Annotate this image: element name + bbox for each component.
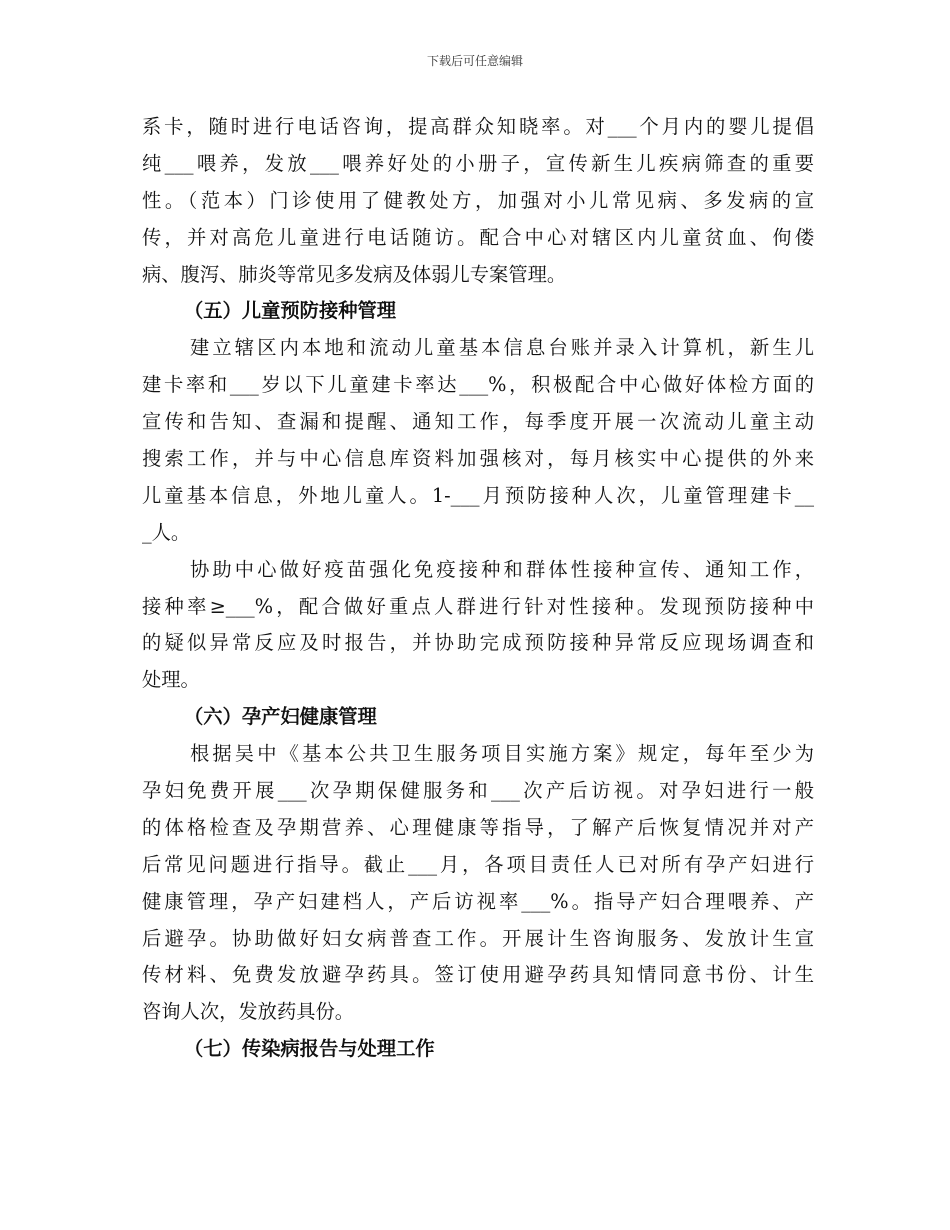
- paragraph-line: 孕妇免费开展___次孕期保健服务和___次产后访视。对孕妇进行一般: [142, 779, 814, 803]
- paragraph-line: 纯___喂养，发放___喂养好处的小册子，宣传新生儿疾病筛查的重要: [142, 151, 814, 175]
- paragraph-line: 宣传和告知、查漏和提醒、通知工作，每季度开展一次流动儿童主动: [142, 410, 814, 434]
- paragraph-line: 的体格检查及孕期营养、心理健康等指导，了解产后恢复情况并对产: [142, 815, 814, 839]
- paragraph-line: 后避孕。协助做好妇女病普查工作。开展计生咨询服务、发放计生宣: [142, 926, 814, 950]
- paragraph-line: 儿童基本信息，外地儿童人。1-___月预防接种人次，儿童管理建卡__: [142, 483, 814, 507]
- paragraph-first-line: 根据吴中《基本公共卫生服务项目实施方案》规定，每年至少为: [190, 742, 814, 766]
- paragraph-line: 处理。: [142, 668, 200, 692]
- paragraph-line: _人。: [142, 520, 191, 544]
- paragraph-first-line: 协助中心做好疫苗强化免疫接种和群体性接种宣传、通知工作，: [190, 557, 814, 581]
- paragraph-line: 传，并对高危儿童进行电话随访。配合中心对辖区内儿童贫血、佝偻: [142, 225, 814, 249]
- paragraph-first-line: 建立辖区内本地和流动儿童基本信息台账并录入计算机，新生儿: [190, 336, 814, 360]
- paragraph-line: 性。（范本）门诊使用了健教处方，加强对小儿常见病、多发病的宣: [142, 188, 814, 212]
- section-heading: （六）孕产妇健康管理: [184, 705, 377, 729]
- paragraph-line: 后常见问题进行指导。截止___月，各项目责任人已对所有孕产妇进行: [142, 852, 814, 876]
- paragraph-line: 搜索工作，并与中心信息库资料加强核对，每月核实中心提供的外来: [142, 447, 814, 471]
- paragraph-line: 的疑似异常反应及时报告，并协助完成预防接种异常反应现场调查和: [142, 631, 814, 655]
- paragraph-line: 传材料、免费发放避孕药具。签订使用避孕药具知情同意书份、计生: [142, 963, 814, 987]
- paragraph-line: 病、腹泻、肺炎等常见多发病及体弱儿专案管理。: [142, 262, 567, 286]
- paragraph-line: 咨询人次，发放药具份。: [142, 1000, 355, 1024]
- document-body: [142, 109, 814, 1068]
- paragraph-line: 系卡，随时进行电话咨询，提高群众知晓率。对___个月内的婴儿提倡: [142, 115, 814, 138]
- page-header: 下载后可任意编辑: [426, 54, 523, 68]
- section-heading: （五）儿童预防接种管理: [184, 299, 397, 323]
- paragraph-line: 建卡率和___岁以下儿童建卡率达___%，积极配合中心做好体检方面的: [142, 373, 814, 397]
- paragraph-line: 接种率≥___%，配合做好重点人群进行针对性接种。发现预防接种中: [142, 594, 814, 618]
- paragraph-line: 健康管理，孕产妇建档人，产后访视率___%。指导产妇合理喂养、产: [142, 889, 814, 913]
- section-heading: （七）传染病报告与处理工作: [184, 1037, 435, 1061]
